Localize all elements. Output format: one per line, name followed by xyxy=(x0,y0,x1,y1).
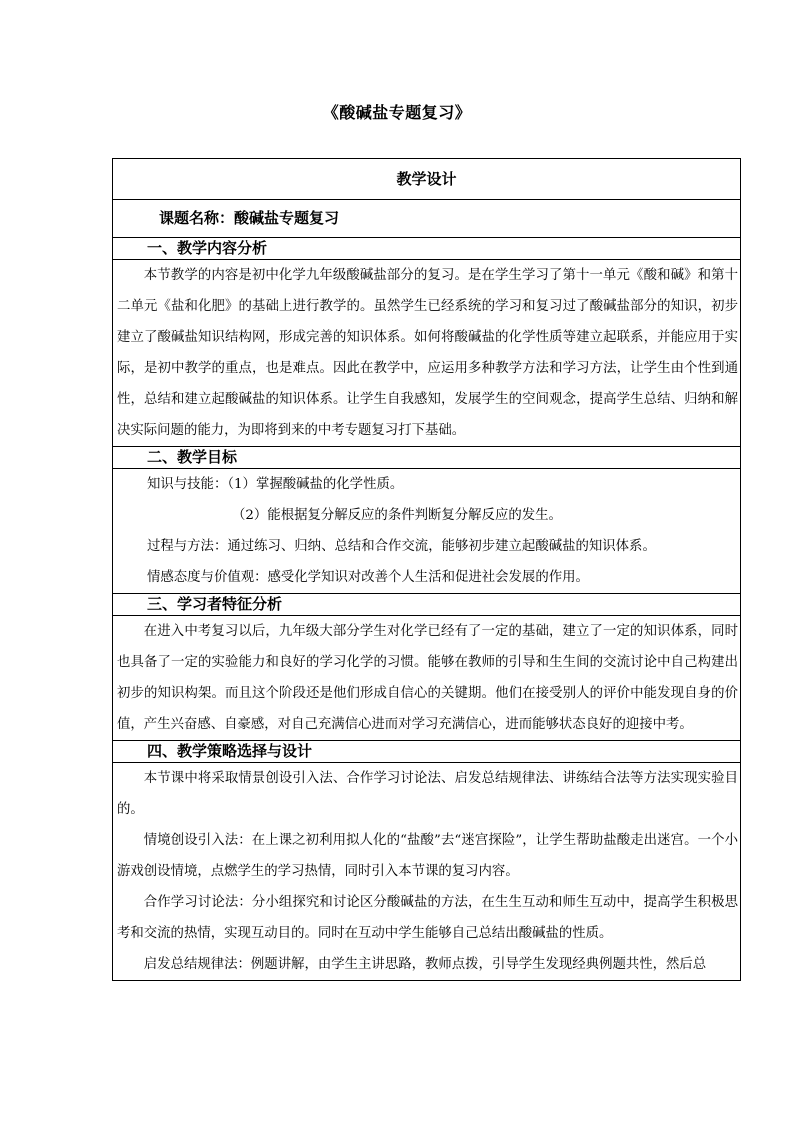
teaching-design-table xyxy=(112,158,741,981)
section-body-strategy xyxy=(113,763,741,981)
course-name: 课题名称：酸碱盐专题复习 xyxy=(113,200,741,238)
section-heading-content-analysis: 一、教学内容分析 xyxy=(113,238,741,260)
paragraph: 启发总结规律法：例题讲解，由学生主讲思路，教师点拨，引导学生发现经典例题共性，然后总 xyxy=(143,957,707,972)
paragraph: 本节课中将采取情景创设引入法、合作学习讨论法、启发总结规律法、讲练结合法等方法实现实验目的。 xyxy=(117,771,738,817)
paragraph: 在进入中考复习以后，九年级大部分学生对化学已经有了一定的基础，建立了一定的知识体系，同时也具备了一定的实验能力和良好的学习化学的习惯。能够在教师的引导和生生间的交流讨论中自己构建出初步的知识构架。而且这个阶段还是他们形成自信心的关键期。他们在接受别人的评价中能发现自身的价值，产生兴奋感、自豪感，对自己充满信心进而对学习充满信心，进而能够状态良好的迎接中考。 xyxy=(117,624,738,732)
objective-process: 过程与方法：通过练习、归纳、总结和合作交流，能够初步建立起酸碱盐的知识体系。 xyxy=(147,539,656,554)
objective-knowledge: 知识与技能：（1）掌握酸碱盐的化学性质。 xyxy=(147,477,404,492)
objective-attitude: 情感态度与价值观：感受化学知识对改善个人生活和促进社会发展的作用。 xyxy=(147,570,589,585)
section-body-content-analysis xyxy=(113,260,741,447)
section-heading-objectives: 二、教学目标 xyxy=(113,447,741,469)
section-body-learner-analysis xyxy=(113,616,741,741)
paragraph: 合作学习讨论法：分小组探究和讨论区分酸碱盐的方法，在生生互动和师生互动中，提高学生积极思考和交流的热情，实现互动目的。同时在互动中学生能够自己总结出酸碱盐的性质。 xyxy=(117,895,738,941)
section-body-objectives xyxy=(113,469,741,594)
table-header: 教学设计 xyxy=(113,159,741,200)
section-heading-strategy: 四、教学策略选择与设计 xyxy=(113,741,741,763)
paragraph: 情境创设引入法：在上课之初利用拟人化的“盐酸”去“迷宫探险”，让学生帮助盐酸走出迷宫。一个小游戏创设情境，点燃学生的学习热情，同时引入本节课的复习内容。 xyxy=(117,833,738,879)
paragraph: 本节教学的内容是初中化学九年级酸碱盐部分的复习。是在学生学习了第十一单元《酸和碱》和第十二单元《盐和化肥》的基础上进行教学的。虽然学生已经系统的学习和复习过了酸碱盐部分的知识，初步建立了酸碱盐知识结构网，形成完善的知识体系。如何将酸碱盐的化学性质等建立起联系，并能应用于实际，是初中教学的重点，也是难点。因此在教学中，应运用多种教学方法和学习方法，让学生由个性到通性，总结和建立起酸碱盐的知识体系。让学生自我感知，发展学生的空间观念，提高学生总结、归纳和解决实际问题的能力，为即将到来的中考专题复习打下基础。 xyxy=(117,268,738,438)
section-heading-learner-analysis: 三、学习者特征分析 xyxy=(113,594,741,616)
document-title: 《酸碱盐专题复习》 xyxy=(322,103,472,122)
objective-knowledge-2: （2）能根据复分解反应的条件判断复分解反应的发生。 xyxy=(232,508,562,523)
